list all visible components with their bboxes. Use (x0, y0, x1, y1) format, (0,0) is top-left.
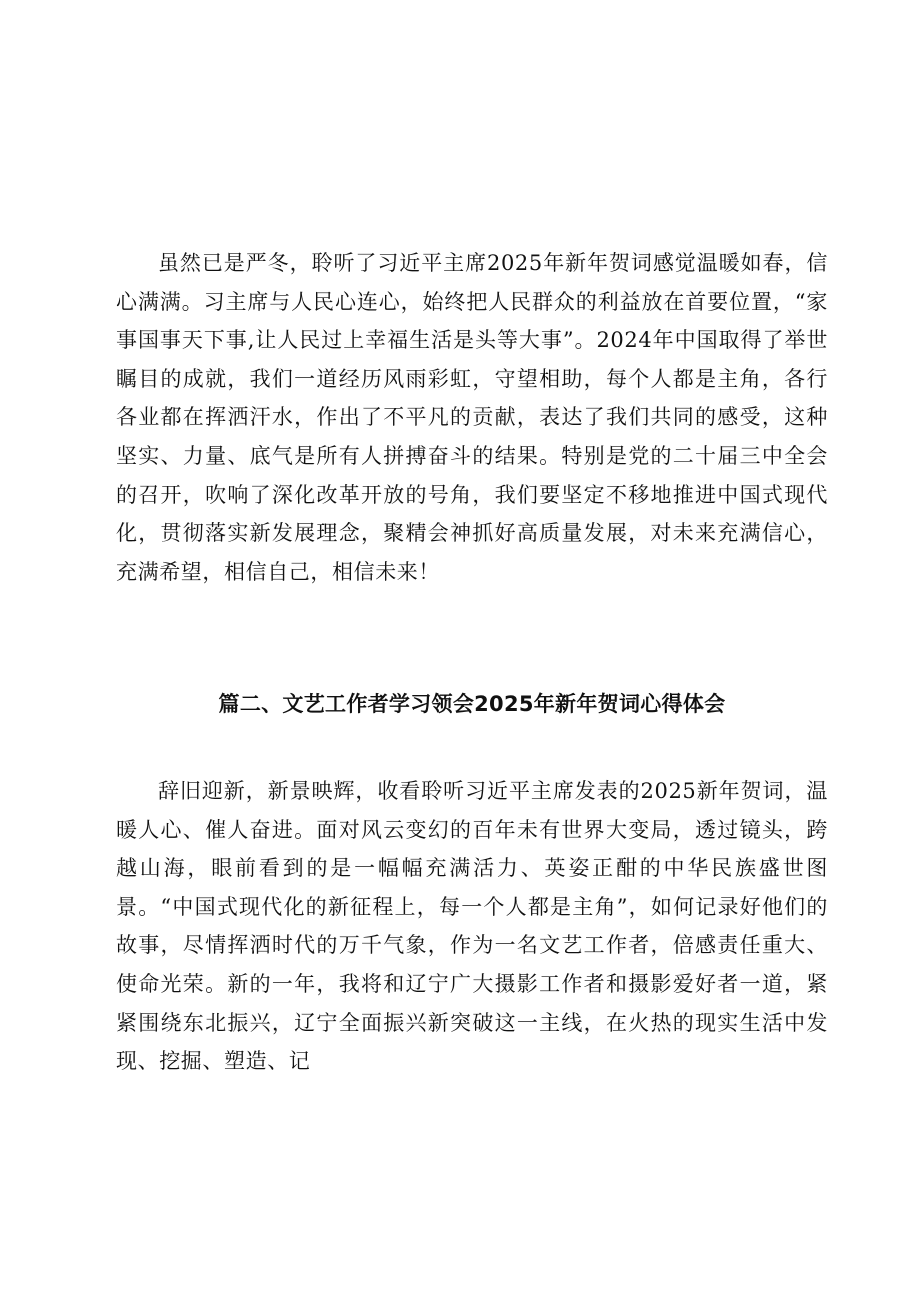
section-2-heading: 篇二、文艺工作者学习领会2025年新年贺词心得体会 (218, 692, 726, 716)
paragraph-section-1: 虽然已是严冬，聆听了习近平主席2025年新年贺词感觉温暖如春，信心满满。习主席与人民心连心，始终把人民群众的利益放在首要位置，“家事国事天下事,让人民过上幸福生活是头等大事”。2024年中国取得了举世瞩目的成就，我们一道经历风雨彩虹，守望相助，每个人都是主角，各行各业都在挥洒汗水，作出了不平凡的贡献，表达了我们共同的感受，这种坚实、力量、底气是所有人拼搏奋斗的结果。特别是党的二十届三中全会的召开，吹响了深化改革开放的号角，我们要坚定不移地推进中国式现代化，贯彻落实新发展理念，聚精会神抓好高质量发展，对未来充满信心，充满希望，相信自己，相信未来！ (116, 251, 828, 584)
paragraph-section-2: 辞旧迎新，新景映辉，收看聆听习近平主席发表的2025新年贺词，温暖人心、催人奋进。面对风云变幻的百年未有世界大变局，透过镜头，跨越山海，眼前看到的是一幅幅充满活力、英姿正酣的中华民族盛世图景。“中国式现代化的新征程上，每一个人都是主角”，如何记录好他们的故事，尽情挥洒时代的万千气象，作为一名文艺工作者，倍感责任重大、使命光荣。新的一年，我将和辽宁广大摄影工作者和摄影爱好者一道，紧紧围绕东北振兴，辽宁全面振兴新突破这一主线，在火热的现实生活中发现、挖掘、塑造、记 (116, 779, 828, 1074)
